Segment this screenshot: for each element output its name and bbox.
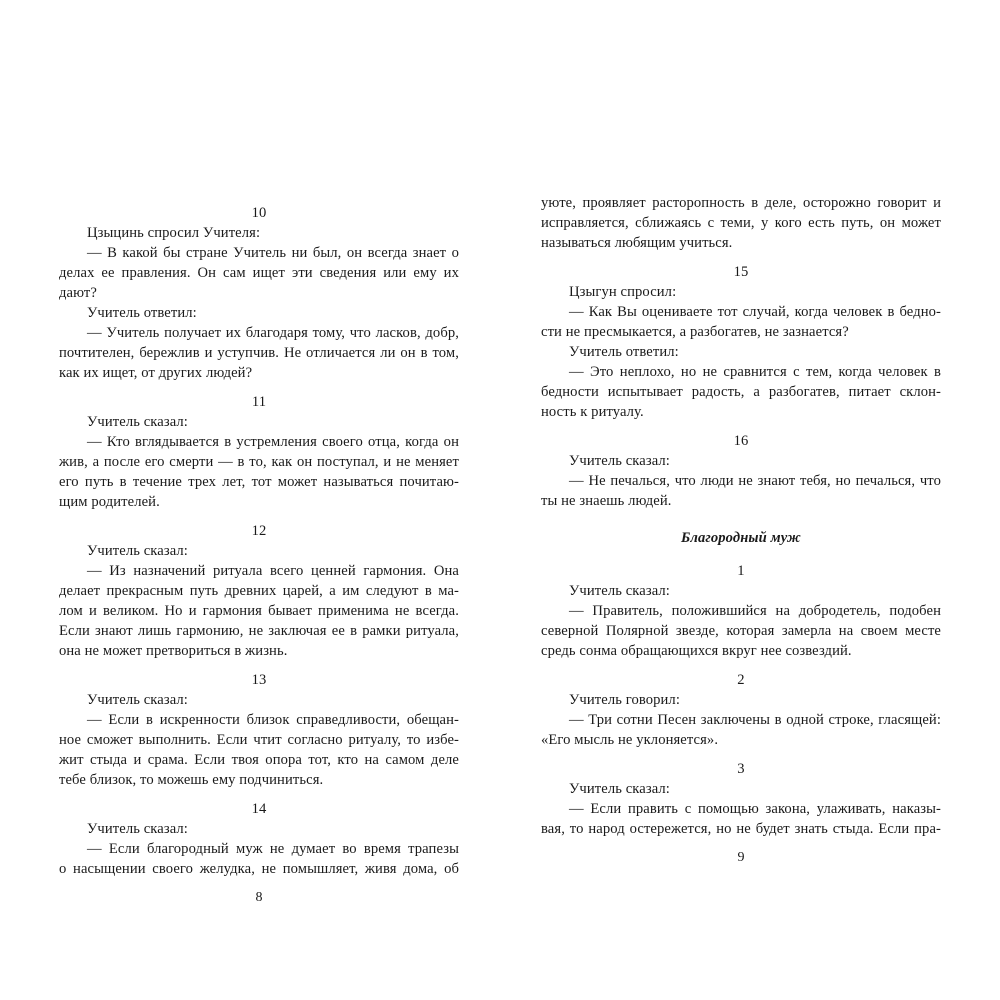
text-line: — Из назначений ритуала всего ценней гармония. Она [87,563,459,579]
text-line: — Учитель получает их благодаря тому, что ласков, добр, [87,325,459,341]
page-number: 8 [255,890,263,905]
text-line: Учитель сказал: [87,543,188,559]
section-number: 11 [251,394,267,410]
text-line: вая, то народ остережется, но не будет знать стыда. Если пра- [541,821,941,837]
section-title: Благородный муж [681,530,801,546]
text-line: делает прекрасным путь древних царей, а им следуют в ма- [59,583,459,599]
text-line: — Кто вглядывается в устремления своего отца, когда он [87,434,459,450]
text-line: делах ее правления. Он сам ищет эти сведения или ему их [59,265,459,281]
text-line: дают? [59,285,97,301]
text-line: Учитель сказал: [569,583,670,599]
text-line: исправляется, сближаясь с теми, у кого есть путь, он может [541,215,941,231]
text-line: ность к ритуалу. [541,404,644,420]
text-line: почтителен, бережлив и уступчив. Не отличается ли он в том, [59,345,459,361]
text-line: лом и великом. Но и гармония бывает применима не всегда. [59,603,459,619]
section-number: 2 [737,672,745,688]
text-line: Учитель сказал: [87,414,188,430]
text-line: сти не пресмыкается, а разбогатев, не зазнается? [541,324,849,340]
text-line: — Не печалься, что люди не знают тебя, но печалься, что [569,473,941,489]
text-line: она не может претвориться в жизнь. [59,643,288,659]
text-line: — Как Вы оцениваете тот случай, когда человек в бедно- [569,304,941,320]
text-line: Учитель сказал: [569,781,670,797]
section-number: 15 [733,264,749,280]
text-line: о насыщении своего желудка, не помышляет, живя дома, об [59,861,459,877]
section-number: 14 [251,801,267,817]
text-line: северной Полярной звезде, которая замерла на своем месте [541,623,941,639]
text-line: «Его мысль не уклоняется». [541,732,719,748]
text-line: его путь в течение трех лет, тот может называться почитаю- [59,474,459,490]
text-line: Учитель ответил: [87,305,197,321]
text-line: — В какой бы стране Учитель ни был, он всегда знает о [87,245,459,261]
text-line: — Если править с помощью закона, улаживать, наказы- [569,801,941,817]
section-number: 16 [733,433,749,449]
section-number: 10 [251,205,267,221]
text-line: Если знают лишь гармонию, не заключая ее в рамки ритуала, [59,623,459,639]
section-number: 12 [251,523,267,539]
text-line: жит стыда и срама. Если твоя опора тот, кто на самом деле [59,752,459,768]
text-line: — Правитель, положившийся на добродетель, подобен [569,603,941,619]
text-line: уюте, проявляет расторопность в деле, осторожно говорит и [541,195,941,211]
text-line: Цзыгун спросил: [569,284,677,300]
text-line: жив, а после его смерти — в то, как он поступал, и не меняет [59,454,459,470]
text-line: щим родителей. [59,494,160,510]
text-line: Учитель сказал: [569,453,670,469]
text-line: — Если благородный муж не думает во время трапезы [87,841,459,857]
text-line: — Это неплохо, но не сравнится с тем, когда человек в [569,364,941,380]
text-line: Учитель сказал: [87,692,188,708]
text-line: ты не знаешь людей. [541,493,672,509]
text-line: Учитель говорил: [569,692,680,708]
section-number: 13 [251,672,267,688]
text-line: Учитель сказал: [87,821,188,837]
text-line: Цзыцинь спросил Учителя: [87,225,261,241]
text-line: — Три сотни Песен заключены в одной строке, гласящей: [569,712,941,728]
text-line: Учитель ответил: [569,344,679,360]
page-number: 9 [737,850,745,865]
text-line: тебе близок, то можешь ему подчиниться. [59,772,324,788]
text-line: как их ищет, от других людей? [59,365,253,381]
text-line: — Если в искренности близок справедливости, обещан- [87,712,459,728]
section-number: 1 [737,563,745,579]
text-line: ное сможет выполнить. Если чтит согласно ритуалу, то избе- [59,732,459,748]
text-line: называться любящим учиться. [541,235,733,251]
text-line: бедности испытывает радость, а разбогатев, питает склон- [541,384,941,400]
text-line: средь сонма обращающихся вкруг нее созвездий. [541,643,852,659]
section-number: 3 [737,761,745,777]
